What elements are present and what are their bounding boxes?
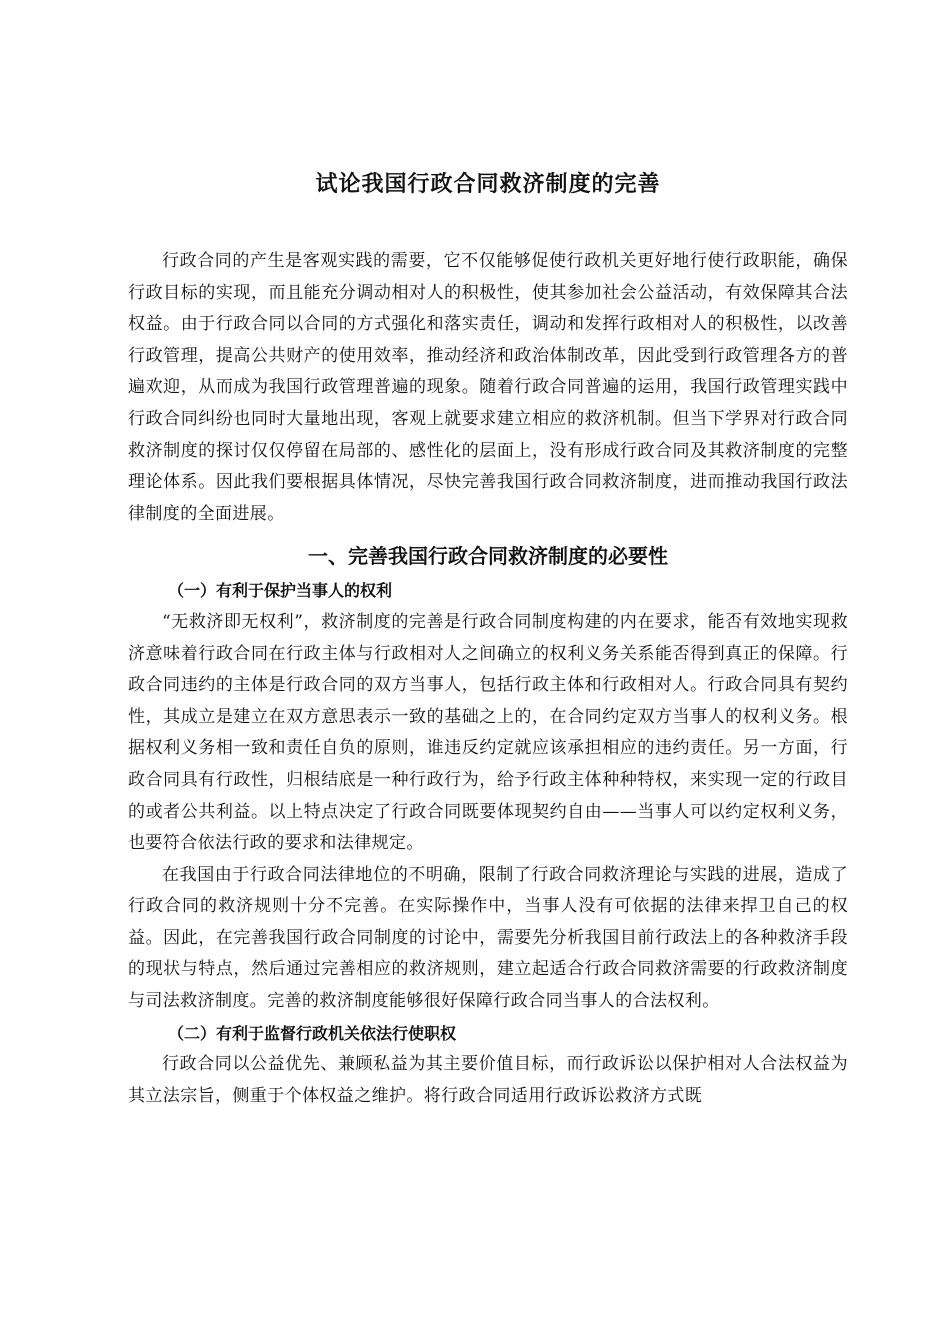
body-paragraph: 行政合同以公益优先、兼顾私益为其主要价值目标，而行政诉讼以保护相对人合法权益为其立法宗旨，侧重于个体权益之维护。将行政合同适用行政诉讼救济方式既 [128, 1054, 848, 1106]
intro-paragraph: 行政合同的产生是客观实践的需要，它不仅能够促使行政机关更好地行使行政职能，确保行政目标的实现，而且能充分调动相对人的积极性，使其参加社会公益活动，有效保障其合法权益。由于行政合同以合同的方式强化和落实责任，调动和发挥行政相对人的积极性，以改善行政管理，提高公共财产的使用效率，推动经济和政治体制改革，因此受到行政管理各方的普遍欢迎，从而成为我国行政管理普遍的现象。随着行政合同普遍的运用，我国行政管理实践中行政合同纠纷也同时大量地出现，客观上就要求建立相应的救济机制。但当下学界对行政合同救济制度的探讨仅仅停留在局部的、感性化的层面上，没有形成行政合同及其救济制度的完整理论体系。因此我们要根据具体情况，尽快完善我国行政合同救济制度，进而推动我国行政法律制度的全面进展。 [128, 251, 848, 524]
subsection-heading-2: （二）有利于监督行政机关依法行使职权 [168, 1023, 457, 1043]
body-paragraph: “无救济即无权利”，救济制度的完善是行政合同制度构建的内在要求，能否有效地实现救济意味着行政合同在行政主体与行政相对人之间确立的权利义务关系能否得到真正的保障。行政合同违约的主体是行政合同的双方当事人，包括行政主体和行政相对人。行政合同具有契约性，其成立是建立在双方意思表示一致的基础之上的，在合同约定双方当事人的权利义务。根据权利义务相一致和责任自负的原则，谁违反约定就应该承担相应的违约责任。另一方面，行政合同具有行政性，归根结底是一种行政行为，给予行政主体种种特权，来实现一定的行政目的或者公共利益。以上特点决定了行政合同既要体现契约自由——当事人可以约定权利义务，也要符合依法行政的要求和法律规定。 [128, 611, 848, 854]
subsection-heading-1: （一）有利于保护当事人的权利 [168, 581, 393, 601]
section-heading-1: 一、完善我国行政合同救济制度的必要性 [308, 544, 668, 569]
document-body [128, 170, 848, 1112]
body-paragraph: 在我国由于行政合同法律地位的不明确，限制了行政合同救济理论与实践的进展，造成了行政合同的救济规则十分不完善。在实际操作中，当事人没有可依据的法律来捍卫自己的权益。因此，在完善我国行政合同制度的讨论中，需要先分析我国目前行政法上的各种救济手段的现状与特点，然后通过完善相应的救济规则，建立起适合行政合同救济需要的行政救济制度与司法救济制度。完善的救济制度能够很好保障行政合同当事人的合法权利。 [128, 864, 848, 1012]
document-title: 试论我国行政合同救济制度的完善 [315, 172, 661, 197]
